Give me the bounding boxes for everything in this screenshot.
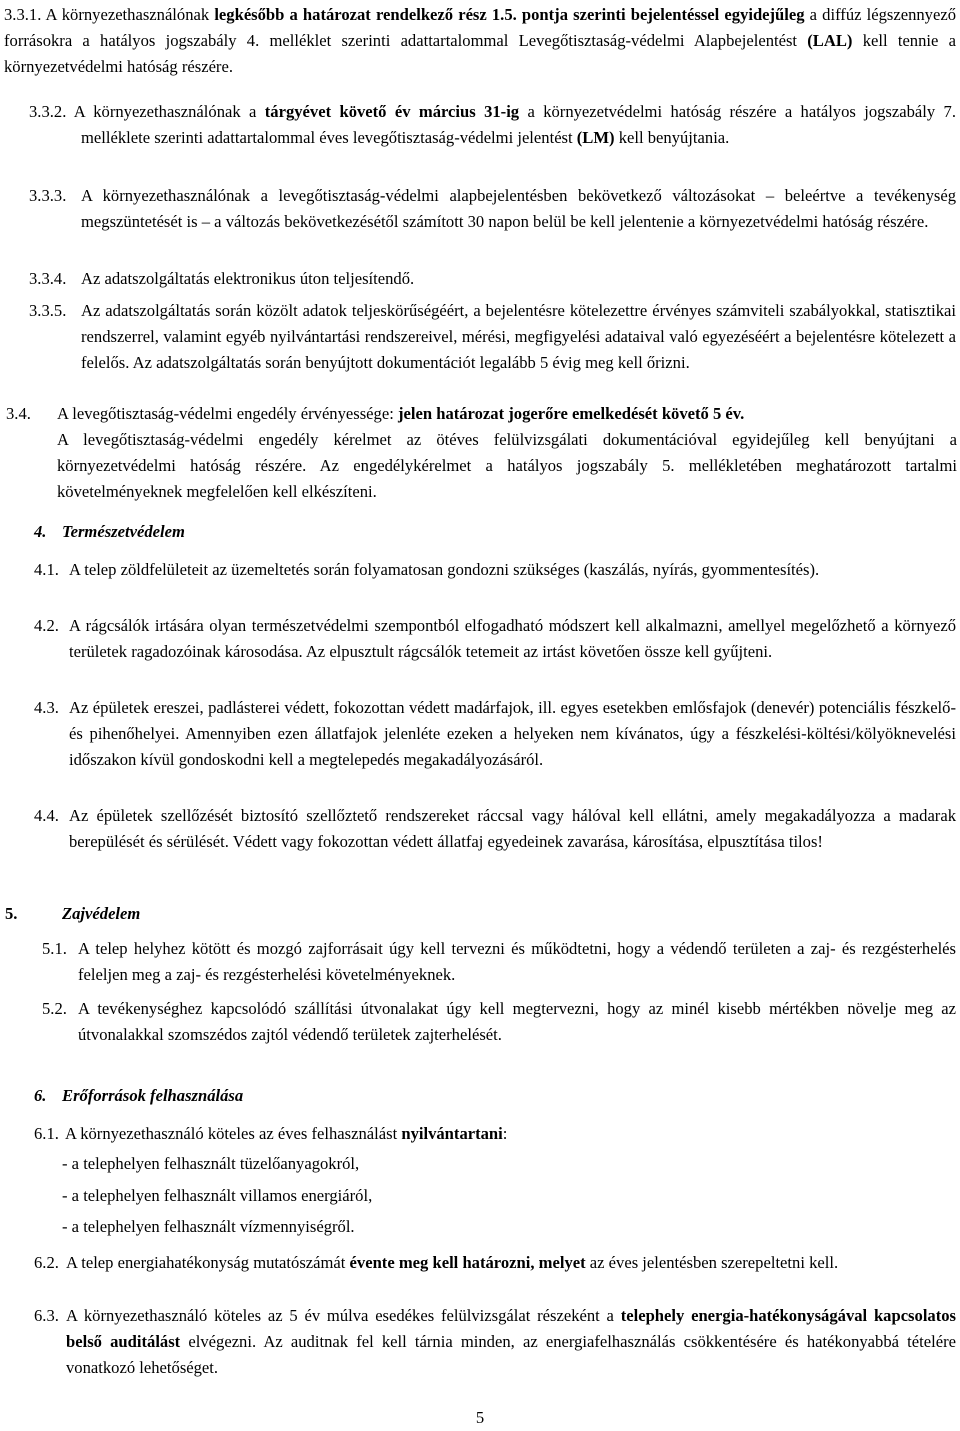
bold-deadline: legkésőbb a határozat rendelkező rész 1.5. pontja szerinti bejelentéssel egyidejűleg xyxy=(214,5,805,24)
paragraph-5-2: A tevékenységhez kapcsolódó szállítási útvonalakat úgy kell megtervezni, hogy az minél kisebb mértékben növelje meg az útvonalakkal szomszédos zajtól védendő területek zajterhelését. xyxy=(78,999,956,1044)
section-number: 5.1. xyxy=(42,939,67,958)
paragraph-6-2: A telep energiahatékonyság mutatószámát évente meg kell határozni, melyet az éves jelentésben szerepeltetni kell. xyxy=(66,1253,839,1272)
section-number: 5.2. xyxy=(42,999,67,1018)
list-item: - a telephelyen felhasznált vízmennyiségről. xyxy=(62,1217,355,1236)
section-number: 3.4. xyxy=(6,404,31,423)
section-number: 3.3.5. xyxy=(29,301,67,320)
section-number: 4.4. xyxy=(34,806,59,825)
list-item: - a telephelyen felhasznált villamos energiáról, xyxy=(62,1186,373,1205)
paragraph-4-3: Az épületek ereszei, padlásterei védett, fokozottan védett madárfajok, ill. egyes esetekben emlősfajok (denevér) potenciális fészkelő- és pihenőhelyei. Amennyiben ezen állatfajok jelenléte ezeken a helyeken nem kívánatos, úgy a fészkelési-költési/kölyöknevelési időszakon kívül gondoskodni kell a megtelepedés megakadályozásáról. xyxy=(69,698,956,769)
section-heading-resources: Erőforrások felhasználása xyxy=(62,1086,244,1105)
paragraph-4-1: A telep zöldfelületeit az üzemeltetés során folyamatosan gondozni szükséges (kaszálás, nyírás, gyommentesítés). xyxy=(69,560,820,579)
section-number: 4.2. xyxy=(34,616,59,635)
paragraph-3-3-4: Az adatszolgáltatás elektronikus úton teljesítendő. xyxy=(81,269,415,288)
paragraph-6-3: A környezethasználó köteles az 5 év múlva esedékes felülvizsgálat részeként a telephely energia-hatékonyságával kapcsolatos belső auditálást elvégezni. Az auditnak fel kell tárnia minden, az energiafelhasználás csökkentésére és hatékonyabbá tételére vonatkozó lehetőséget. xyxy=(66,1306,957,1377)
bold-deadline: tárgyévet követő év március 31-ig xyxy=(264,102,520,121)
section-number: 6.1. xyxy=(34,1124,59,1143)
paragraph-6-1: A környezethasználó köteles az éves felhasználást nyilvántartani: xyxy=(65,1124,508,1143)
list-item: - a telephelyen felhasznált tüzelőanyagokról, xyxy=(62,1154,360,1173)
page-number: 5 xyxy=(475,1408,485,1427)
heading-number: 5. xyxy=(5,904,18,923)
paragraph-3-4-validity: A levegőtisztaság-védelmi engedély érvényessége: jelen határozat jogerőre emelkedését követő 5 év. xyxy=(57,404,745,423)
section-number: 3.3.3. xyxy=(29,186,67,205)
paragraph-4-2: A rágcsálók irtására olyan természetvédelmi szempontból elfogadható módszert kell alkalmazni, amellyel megelőzhető a környező területek ragadozóinak károsodása. Az elpusztult rágcsálók tetemeit az irtást követően össze kell gyűjteni. xyxy=(69,616,956,661)
section-number: 6.2. xyxy=(34,1253,59,1272)
section-number: 3.3.1. xyxy=(4,5,42,24)
section-heading-noise-protection: Zajvédelem xyxy=(62,904,141,923)
section-number: 3.3.4. xyxy=(29,269,67,288)
paragraph-4-4: Az épületek szellőzését biztosító szellőztető rendszereket ráccsal vagy hálóval kell ellátni, amely megakadályozza a madarak berepülését és sérülését. Védett vagy fokozottan védett állatfaj egyedeinek zavarása, károsítása, elpusztítása tilos! xyxy=(69,806,956,851)
paragraph-3-3-5: Az adatszolgáltatás során közölt adatok teljeskörűségéért, a bejelentésre kötelezettre érvényes számviteli szabályokkal, statisztikai rendszerrel, valamint egyéb nyilvántartási rendszereivel, mérési, megfigyelési adataival való egyezéséért a bejelentésre kötelezett a felelős. Az adatszolgáltatás során benyújtott dokumentációt legalább 5 évig meg kell őrizni. xyxy=(81,301,956,372)
bold-validity: jelen határozat jogerőre emelkedését követő 5 év. xyxy=(397,404,745,423)
heading-number: 6. xyxy=(34,1086,47,1105)
paragraph-3-3-1: 3.3.1. A környezethasználónak legkésőbb a határozat rendelkező rész 1.5. pontja szerinti bejelentéssel egyidejűleg a diffúz légszennyező forrásokra a hatályos jogszabály 4. melléklet szerinti adattartalommal Levegőtisztaság-védelmi Alapbejelentést (LAL) kell tennie a környezetvédelmi hatóság részére. xyxy=(4,5,956,76)
section-number: 4.1. xyxy=(34,560,59,579)
section-number: 6.3. xyxy=(34,1306,59,1325)
section-number: 3.3.2. xyxy=(29,102,67,121)
paragraph-3-4-body: A levegőtisztaság-védelmi engedély kérelmet az ötéves felülvizsgálati dokumentációval egyidejűleg kell benyújtani a környezetvédelmi hatóság részére. Az engedélykérelmet a hatályos jogszabály 5. mellékletében meghatározott tartalmi követelményeknek megfelelően kell elkészíteni. xyxy=(57,430,957,501)
paragraph-3-3-3: A környezethasználónak a levegőtisztaság-védelmi alapbejelentésben bekövetkező változásokat – beleértve a tevékenység megszüntetését is – a változás bekövetkezésétől számított 30 napon belül be kell jelentenie a környezetvédelmi hatóság részére. xyxy=(81,186,956,231)
paragraph-3-3-2: 3.3.2. A környezethasználónak a tárgyévet követő év március 31-ig a környezetvédelmi hatóság részére a hatályos jogszabály 7. melléklete szerinti adattartalommal éves levegőtisztaság-védelmi jelentést (LM) kell benyújtania. xyxy=(29,102,956,147)
section-number: 4.3. xyxy=(34,698,59,717)
paragraph-5-1: A telep helyhez kötött és mozgó zajforrásait úgy kell tervezni és működtetni, hogy a védendő területen a zaj- és rezgésterhelés feleljen meg a zaj- és rezgésterhelési követelményeknek. xyxy=(78,939,956,984)
section-heading-nature-protection: Természetvédelem xyxy=(62,522,185,541)
heading-number: 4. xyxy=(34,522,47,541)
